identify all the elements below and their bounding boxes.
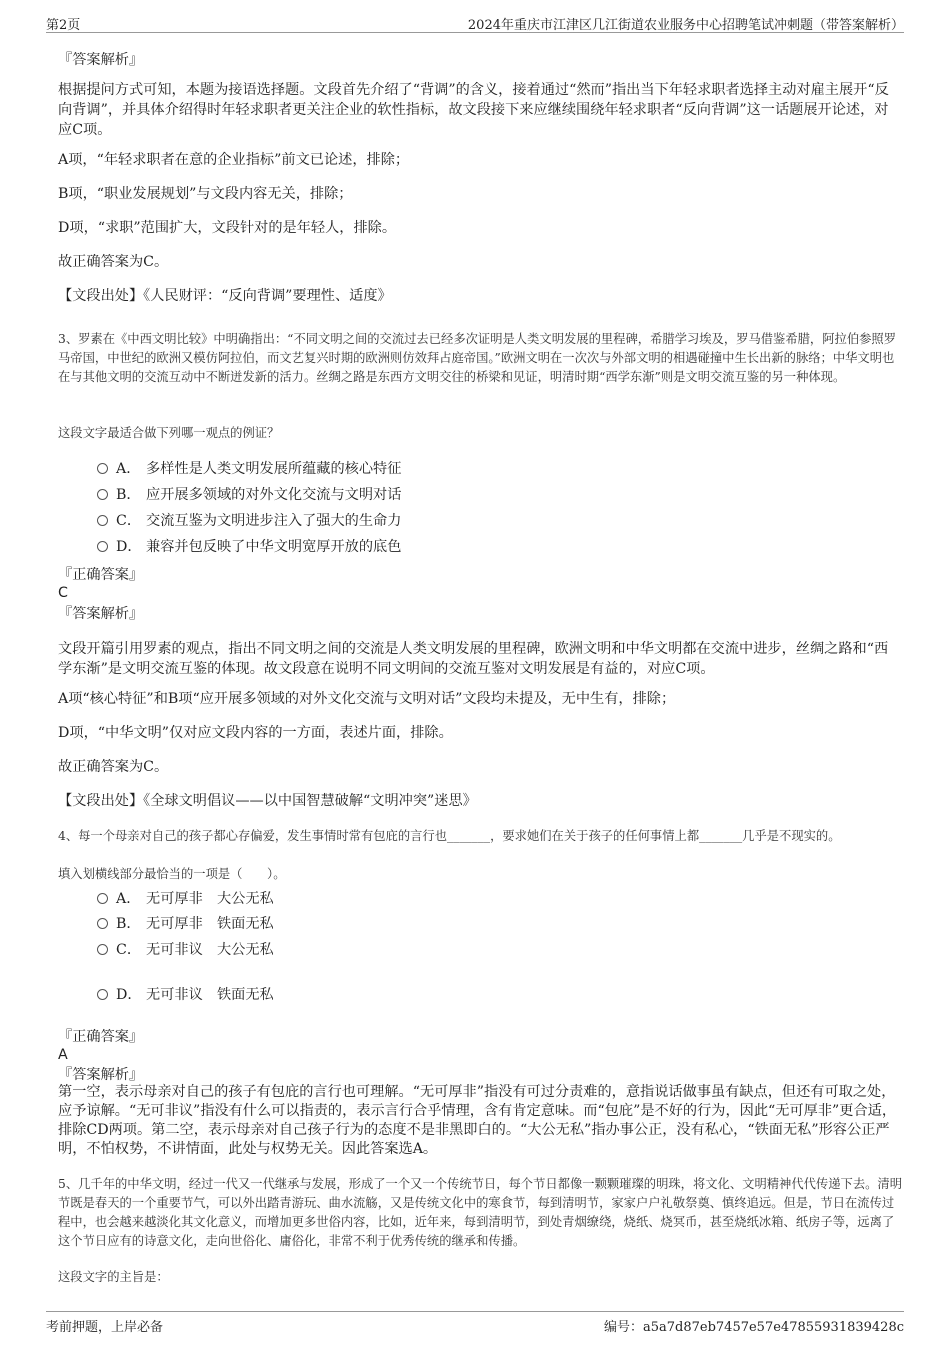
q4-analysis-paragraph: 第一空，表示母亲对自己的孩子有包庇的言行也可理解。“无可厚非”指没有可过分责难的，意指说话做事虽有缺点，但还有可取之处，应予谅解。“无可非议”指没有什么可以指责的，表示言行合乎情理，含有肯定意味。而“包庇”是不好的行为，因此“无可厚非”更合适，排除CD两项。第二空，表示母亲对自己孩子行为的态度不是非黑即白的。“大公无私”指办事公正，没有私心，“铁面无私”形容公正严明，不怕权势，不讲情面，此处与权势无关。因此答案选A。 <box>58 1084 897 1157</box>
q2-source: 【文段出处】《人民财评：“反向背调”要理性、适度》 <box>58 288 392 304</box>
q2-option-d-note: D项，“求职”范围扩大，文段针对的是年轻人，排除。 <box>58 220 397 236</box>
q2-option-b-note: B项，“职业发展规划”与文段内容无关，排除； <box>58 186 353 202</box>
footer-slogan: 考前押题，上岸必备 <box>46 1320 164 1335</box>
radio-button[interactable] <box>97 515 108 526</box>
q4-option-b[interactable]: B． 无可厚非 铁面无私 <box>97 914 274 934</box>
page-header <box>46 12 904 33</box>
q2-analysis-paragraph: 根据提问方式可知，本题为接语选择题。文段首先介绍了“背调”的含义，接着通过“然而”指出当下年轻求职者选择主动对雇主展开“反向背调”，并具体介绍得时年轻求职者更关注企业的软性指标，故文段接下来应继续围绕年轻求职者“反向背调”这一话题展开论述，对应C项。 <box>58 82 889 138</box>
q4-correct-answer: A <box>58 1047 68 1063</box>
q3-option-c[interactable]: C． 交流互鉴为文明进步注入了强大的生命力 <box>97 511 401 531</box>
q4-option-c[interactable]: C． 无可非议 大公无私 <box>97 940 274 960</box>
q3-correct-label: 『正确答案』 <box>58 567 144 583</box>
q2-option-a-note: A项，“年轻求职者在意的企业指标”前文已论述，排除； <box>58 152 410 168</box>
q4-option-d[interactable]: D． 无可非议 铁面无私 <box>97 985 274 1005</box>
radio-button[interactable] <box>97 541 108 552</box>
q4-passage: 4、每一个母亲对自己的孩子都心存偏爱，发生事情时常有包庇的言行也_______，要求她们在关于孩子的任何事情上都_______几乎是不现实的。 <box>58 829 841 843</box>
radio-button[interactable] <box>97 944 108 955</box>
radio-button[interactable] <box>97 489 108 500</box>
radio-button[interactable] <box>97 893 108 904</box>
q3-option-d-note: D项，“中华文明”仅对应文段内容的一方面，表述片面，排除。 <box>58 725 453 741</box>
q3-correct-answer: C <box>58 585 68 601</box>
radio-button[interactable] <box>97 463 108 474</box>
page-footer <box>46 1311 904 1334</box>
q5-question: 这段文字的主旨是： <box>58 1270 169 1284</box>
radio-button[interactable] <box>97 918 108 929</box>
radio-button[interactable] <box>97 989 108 1000</box>
document-title: 2024年重庆市江津区几江街道农业服务中心招聘笔试冲刺题（带答案解析） <box>467 18 904 33</box>
q4-analysis-label: 『答案解析』 <box>58 1067 144 1083</box>
q3-option-b[interactable]: B． 应开展多领域的对外文化交流与文明对话 <box>97 485 401 505</box>
q3-conclusion: 故正确答案为C。 <box>58 759 169 775</box>
q4-question: 填入划横线部分最恰当的一项是（ ）。 <box>58 867 286 881</box>
document-code: 编号：a5a7d87eb7457e57e47855931839428c <box>603 1320 904 1335</box>
q3-source: 【文段出处】《全球文明倡议——以中国智慧破解“文明冲突”迷思》 <box>58 793 477 809</box>
q3-passage: 3、罗素在《中西文明比较》中明确指出：“不同文明之间的交流过去已经多次证明是人类文明发展的里程碑，希腊学习埃及，罗马借鉴希腊，阿拉伯参照罗马帝国，中世纪的欧洲又模仿阿拉伯，而文艺复兴时期的欧洲则仿效拜占庭帝国。”欧洲文明在一次次与外部文明的相遇碰撞中生长出新的脉络；中华文明也在与其他文明的交流互动中不断迸发新的活力。丝绸之路是东西方文明交往的桥梁和见证，明清时期“西学东渐”则是文明交流互鉴的另一种体现。 <box>58 332 897 384</box>
q5-passage: 5、几千年的中华文明，经过一代又一代继承与发展，形成了一个又一个传统节日，每个节日都像一颗颗璀璨的明珠，将文化、文明精神代代传递下去。清明节既是春天的一个重要节气，可以外出踏青游玩、曲水流觞，又是传统文化中的寒食节，每到清明节，家家户户礼敬祭奠、慎终追远。但是，节日在流传过程中，也会越来越淡化其文化意义，而增加更多世俗内容，比如，近年来，每到清明节，到处青烟缭绕，烧纸、烧冥币，甚至烧纸冰箱、纸房子等，远离了这个节日应有的诗意文化，走向世俗化、庸俗化，非常不利于优秀传统的继承和传播。 <box>58 1177 903 1248</box>
q3-option-ab-note: A项“核心特征”和B项“应开展多领域的对外文化交流与文明对话”文段均未提及，无中生有，排除； <box>58 691 676 707</box>
page-number: 第2页 <box>46 18 81 33</box>
q3-question: 这段文字最适合做下列哪一观点的例证？ <box>58 426 280 440</box>
q4-option-a[interactable]: A． 无可厚非 大公无私 <box>97 889 274 909</box>
q4-correct-label: 『正确答案』 <box>58 1029 144 1045</box>
q3-option-d[interactable]: D． 兼容并包反映了中华文明宽厚开放的底色 <box>97 537 401 557</box>
q2-analysis-label: 『答案解析』 <box>58 52 144 68</box>
q3-analysis-paragraph: 文段开篇引用罗素的观点，指出不同文明之间的交流是人类文明发展的里程碑，欧洲文明和中华文明都在交流中进步，丝绸之路和“西学东渐”是文明交流互鉴的体现。故文段意在说明不同文明间的交流互鉴对文明发展是有益的，对应C项。 <box>58 641 889 677</box>
q2-conclusion: 故正确答案为C。 <box>58 254 169 270</box>
q3-option-a[interactable]: A． 多样性是人类文明发展所蕴藏的核心特征 <box>97 459 401 479</box>
q3-analysis-label: 『答案解析』 <box>58 606 144 622</box>
